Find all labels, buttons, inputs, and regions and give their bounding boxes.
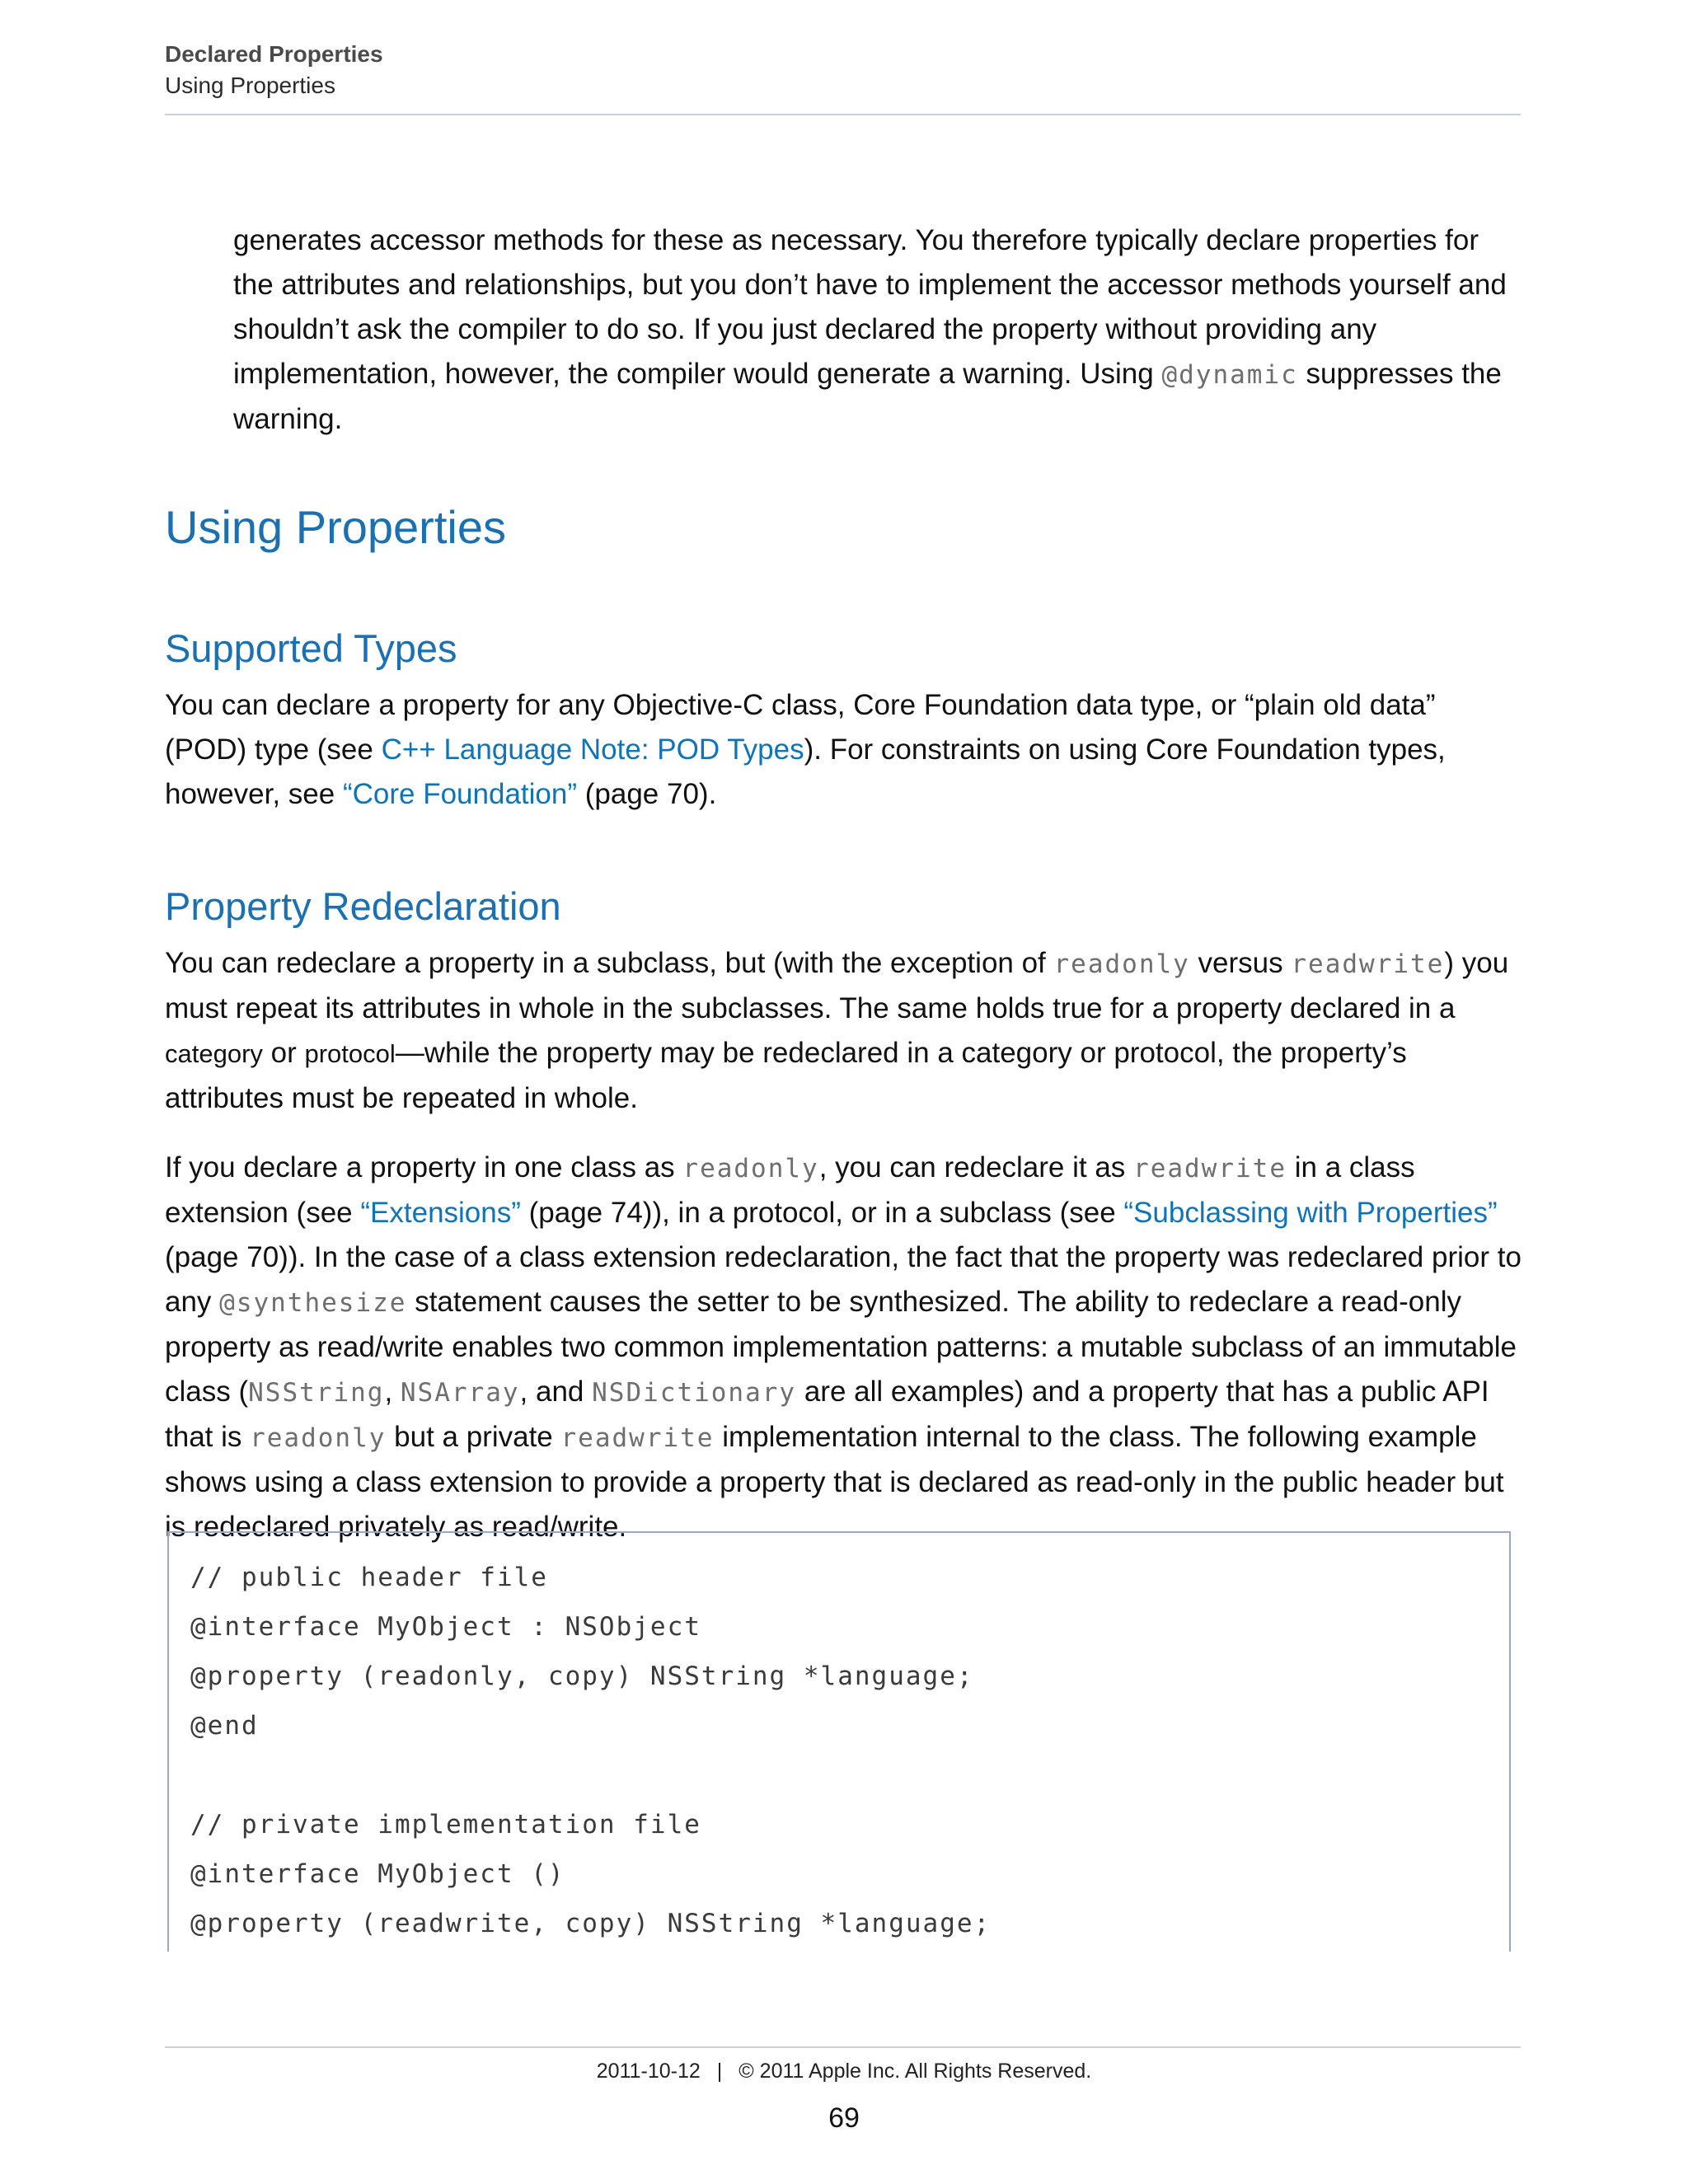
text-run: are all examples) and a property that has a public API that is: [165, 1376, 1489, 1453]
text-run: ) you must repeat its attributes in whole in the subclasses. The same holds true for a property declared in a: [165, 947, 1509, 1024]
glossary-term: protocol: [304, 1039, 396, 1068]
code-term: NSArray: [400, 1378, 520, 1408]
code-term: NSString: [248, 1378, 385, 1408]
header-chapter: Declared Properties: [165, 41, 383, 67]
supported-types-paragraph: [165, 683, 1525, 817]
text-run: —while the property may be redeclared in a category or protocol, the property’s attributes must be repeated in whole.: [165, 1037, 1407, 1114]
page-footer: [0, 2057, 1688, 2085]
code-term: readonly: [682, 1154, 819, 1183]
footer-copyright: © 2011 Apple Inc. All Rights Reserved.: [738, 2060, 1092, 2083]
code-line: // public header file: [190, 1563, 548, 1592]
code-term: readwrite: [1133, 1154, 1287, 1183]
code-line: @end: [190, 1711, 259, 1741]
code-line: @property (readonly, copy) NSString *language;: [190, 1661, 974, 1691]
glossary-term: category: [165, 1039, 263, 1068]
property-redeclaration-section: [165, 880, 1525, 1549]
text-run: , you can redeclare it as: [818, 1151, 1134, 1183]
text-run: in a class extension (see: [165, 1151, 1415, 1229]
subsection-heading: Property Redeclaration: [165, 884, 561, 928]
text-run: (page 70)). In the case of a class extension redeclaration, the fact that the property was redeclared prior to any: [165, 1241, 1522, 1318]
text-run: , and: [519, 1376, 593, 1408]
code-term: readonly: [1053, 949, 1190, 979]
code-listing: [167, 1531, 1511, 1952]
text-run: statement causes the setter to be synthesized. The ability to redeclare a read-only property as read/write enables two common implementation patterns: a mutable subclass of an immutable class (: [165, 1286, 1517, 1408]
code-term: readonly: [250, 1423, 387, 1453]
header-section: Using Properties: [165, 73, 335, 98]
code-term: NSDictionary: [592, 1378, 797, 1408]
code-line: @property (readwrite, copy) NSString *language;: [190, 1909, 992, 1938]
page-number: 69: [828, 2102, 860, 2134]
subclassing-link[interactable]: “Subclassing with Properties”: [1123, 1197, 1498, 1229]
page-header: [165, 40, 1521, 102]
text-run: ,: [384, 1376, 401, 1408]
text-run: You can redeclare a property in a subclass, but (with the exception of: [165, 947, 1054, 979]
code-line: [190, 1750, 1488, 1800]
text-run: (page 74)), in a protocol, or in a subclass (see: [520, 1197, 1124, 1229]
supported-types-section: [165, 622, 1525, 817]
code-term: @synthesize: [219, 1288, 407, 1318]
footer-divider: [165, 2046, 1521, 2048]
text-run: implementation internal to the class. The following example shows using a class extension to provide a property that is declared as read-only in the public header but is redeclared privately as read/write.: [165, 1421, 1504, 1543]
code-line: @interface MyObject (): [190, 1859, 565, 1889]
code-term: @dynamic: [1161, 360, 1298, 390]
text-run: or: [262, 1037, 305, 1069]
text-run: but a private: [386, 1421, 561, 1453]
text-run: suppresses the warning.: [233, 358, 1502, 435]
section-title: Using Properties: [165, 501, 506, 553]
core-foundation-link[interactable]: “Core Foundation”: [342, 778, 578, 810]
subsection-heading: Supported Types: [165, 626, 457, 670]
text-run: You can declare a property for any Objective-C class, Core Foundation data type, or “plain old data” (POD) type (see: [165, 689, 1436, 766]
text-run: generates accessor methods for these as necessary. You therefore typically declare properties for the attributes and relationships, but you don’t have to implement the accessor methods yourself and shouldn’t ask the compiler to do so. If you just declared the property without providing any implementation, however, the compiler would generate a warning. Using: [233, 224, 1507, 390]
code-line: // private implementation file: [190, 1810, 701, 1840]
extensions-link[interactable]: “Extensions”: [360, 1197, 521, 1229]
code-line: @interface MyObject : NSObject: [190, 1612, 701, 1642]
text-run: (page 70).: [577, 778, 717, 810]
redeclaration-paragraph-1: [165, 941, 1525, 1121]
redeclaration-paragraph-2: [165, 1146, 1525, 1549]
footer-date: 2011-10-12: [596, 2060, 701, 2083]
code-term: readwrite: [1291, 949, 1445, 979]
footer-separator: |: [716, 2060, 723, 2083]
code-term: readwrite: [560, 1423, 715, 1453]
text-run: ). For constraints on using Core Foundation types, however, see: [165, 733, 1446, 810]
header-divider: [165, 114, 1521, 115]
intro-paragraph: [233, 218, 1523, 442]
text-run: versus: [1189, 947, 1292, 979]
text-run: If you declare a property in one class as: [165, 1151, 683, 1183]
pod-types-link[interactable]: C++ Language Note: POD Types: [381, 733, 804, 766]
